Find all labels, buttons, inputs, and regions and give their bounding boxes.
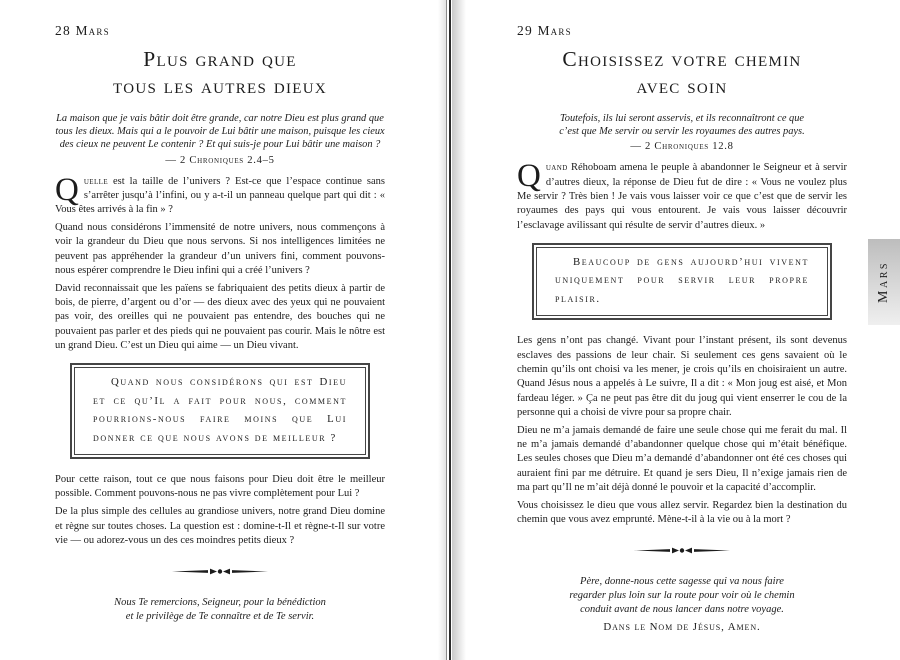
- devotional-title: [517, 46, 847, 100]
- drop-cap: Q: [517, 158, 541, 195]
- page-date: 29 Mars: [517, 23, 572, 38]
- epigraph-line: La maison que je vais bâtir doit être grande, car notre Dieu est plus grand que: [56, 113, 384, 124]
- amen-line: Dans le Nom de Jésus, Amen.: [603, 620, 761, 633]
- closing-prayer: [517, 575, 847, 616]
- paragraph: Les gens n’ont pas changé. Vivant pour l’instant présent, ils sont devenus esclaves des passions de leur chair. Si seulement ces gens savaient où le chemin qu’ils ont choisi va les mener, je crois qu’ils en choisiraient un autre. Quand Jésus nous a appelés à Le suivre, Il a dit : « Mon joug est aisé, et Mon fardeau léger. » Ça ne peut pas être dit du joug qui vient enserrer le cou de la personne qui a choisi de vivre pour sa propre chair.: [517, 335, 847, 418]
- prayer-line: Nous Te remercions, Seigneur, pour la bénédiction: [114, 597, 326, 609]
- title-line-2: avec soin: [636, 74, 728, 98]
- devotional-title: [55, 46, 385, 100]
- pull-quote-box: [70, 363, 370, 459]
- prayer-line: Père, donne-nous cette sagesse qui va nous faire: [580, 576, 784, 588]
- title-line-2: tous les autres dieux: [113, 74, 327, 98]
- opening-paragraph: [517, 158, 847, 232]
- epigraph-line: des cieux ne peuvent Le contenir ? Et qui suis-je pour Lui bâtir une maison ?: [59, 139, 381, 151]
- section-divider-ornament: [517, 542, 847, 560]
- drop-cap: Q: [55, 171, 79, 208]
- opening-text: Réhoboam amena le peuple à abandonner le Seigneur et à servir d’autres dieux, la réponse de Dieu fut de dire : « Vous ne voulez plus Me servir ? Très bien ! Je vais vous laisser voir ce que c’est que de servir les royaumes des pays qui vous entourent. Je vais vous laisser découvrir l’esclavage avilissant qui résulte de servir d’autres dieux. »: [517, 162, 847, 231]
- lead-small-caps: uelle: [83, 175, 109, 187]
- title-line-1: Choisissez votre chemin: [562, 47, 802, 71]
- paragraph: David reconnaissait que les païens se fabriquaient des petits dieux à partir de bois, de pierre, d’argent ou d’or — des dieux avec des yeux qui ne pouvaient pas voir, des oreilles qui ne pouvaient pas entendre, des bouches qui ne pouvaient pas parler et des pieds qui ne pouvaient pas courir. Mais le nôtre est un grand Dieu. C’est un Dieu qui aime — un Dieu vivant.: [55, 282, 385, 351]
- paragraph: Pour cette raison, tout ce que nous faisons pour Dieu doit être le meilleur possible. Comment pouvons-nous ne pas vivre complètement pour Lui ?: [55, 474, 385, 500]
- opening-text: est la taille de l’univers ? Est-ce que l’espace continue sans s’arrêter jusqu’à l’infini, ou y a-t-il un panneau quelque part qui dit : « Vous êtes arrivés à la fin » ?: [55, 175, 385, 216]
- section-divider-ornament: [55, 563, 385, 581]
- scripture-reference: — 2 Chroniques 12.8: [630, 141, 734, 153]
- page-right: [517, 0, 847, 633]
- scripture-epigraph: [517, 112, 847, 138]
- month-tab-mars: [868, 239, 900, 325]
- page-date: 28 Mars: [55, 23, 110, 38]
- title-line-1: Plus grand que: [143, 47, 297, 71]
- spine-shadow-right: [452, 0, 466, 660]
- month-tab-label: Mars: [876, 261, 891, 303]
- pull-quote-box: [532, 243, 832, 321]
- paragraph: De la plus simple des cellules au grandiose univers, notre grand Dieu domine et règne sur toutes choses. La question est : domine-t-Il et règne-t-Il sur votre vie — ou adorez-vous un des ces moindres petits dieux ?: [55, 506, 385, 546]
- lead-small-caps: uand: [545, 162, 568, 174]
- body-text: [517, 158, 847, 527]
- spine-line-light: [446, 0, 447, 660]
- prayer-line: conduit avant de nous lancer dans notre voyage.: [580, 603, 784, 615]
- epigraph-line: Toutefois, ils lui seront asservis, et ils reconnaîtront ce que: [559, 113, 805, 124]
- paragraph: Dieu ne m’a jamais demandé de faire une seule chose qui me ferait du mal. Il ne m’a jamais demandé d’abandonner quelque chose qui m’était bénéfique. Les seules choses que Dieu m’a demandé d’abandonner ont été ces choses qui auraient fini par me détruire. Et quand je sers Dieu, Il n’exige jamais rien de ma part qu’Il ne m’ait déjà donné le pouvoir et la capacité d’accomplir.: [517, 424, 847, 493]
- page-left: [55, 0, 385, 624]
- paragraph: Quand nous considérons l’immensité de notre univers, nous commençons à voir la grandeur du Dieu que nous servons. Si nos intelligences limitées ne peuvent pas appréhender la grandeur d’un univers fini, comment pouvons-nous espérer comprendre le Dieu infini qui a créé l’univers ?: [55, 222, 385, 276]
- prayer-line: et le privilège de Te connaître et de Te servir.: [125, 610, 315, 622]
- body-text: [55, 171, 385, 549]
- epigraph-line: tous les dieux. Mais qui a le pouvoir de Lui bâtir une maison, puisque les cieux: [55, 126, 385, 138]
- scripture-reference: — 2 Chroniques 2.4–5: [165, 154, 275, 166]
- spine-shadow-left: [438, 0, 446, 660]
- spine-gutter-line: [449, 0, 451, 660]
- pull-quote-text: Quand nous considérons qui est Dieu et ce qu’Il a fait pour nous, comment pourrions-nous faire moins que Lui donner ce que nous avons de meilleur ?: [74, 367, 366, 455]
- opening-paragraph: [55, 171, 385, 218]
- pull-quote-text: Beaucoup de gens aujourd’hui vivent uniquement pour servir leur propre plaisir.: [536, 247, 828, 317]
- closing-prayer: [55, 596, 385, 624]
- epigraph-line: c’est que Me servir ou servir les royaumes des autres pays.: [559, 126, 805, 138]
- scripture-epigraph: [55, 112, 385, 152]
- paragraph: Vous choisissez le dieu que vous allez servir. Regardez bien la destination du chemin que vous avez emprunté. Mène-t-il à la vie ou à la mort ?: [517, 499, 847, 525]
- prayer-line: regarder plus loin sur la route pour voir où le chemin: [569, 590, 795, 602]
